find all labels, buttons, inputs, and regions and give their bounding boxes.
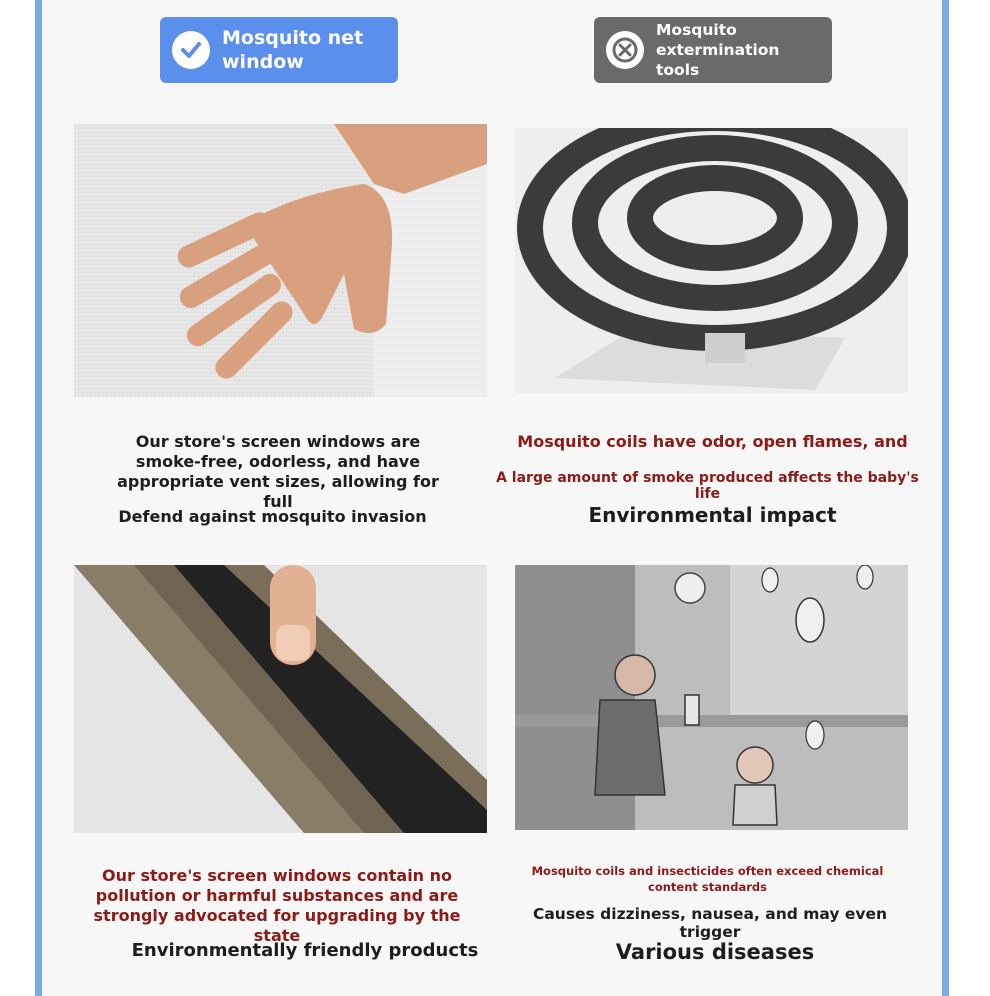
top-right-tagline: Environmental impact bbox=[588, 503, 837, 527]
mosquito-tools-badge bbox=[594, 17, 832, 83]
top-left-tagline: Defend against mosquito invasion bbox=[118, 507, 427, 526]
mosquito-net-badge bbox=[160, 17, 398, 83]
top-right-line2: A large amount of smoke produced affects the baby's life bbox=[496, 470, 919, 502]
insecticide-cartoon-illustration bbox=[515, 565, 908, 830]
badge-label: Mosquito net window bbox=[222, 27, 364, 73]
hand-on-mesh-photo bbox=[74, 124, 487, 397]
screen-frame-photo bbox=[74, 565, 487, 833]
badge-label: Mosquito extermination tools bbox=[656, 21, 780, 79]
x-icon bbox=[606, 31, 644, 69]
top-right-line1: Mosquito coils have odor, open flames, and bbox=[517, 432, 908, 451]
bottom-right-line2: Causes dizziness, nausea, and may even trigger bbox=[532, 905, 888, 941]
bottom-right-line1: Mosquito coils and insecticides often exceed chemical content standards bbox=[531, 864, 884, 894]
top-left-description: Our store's screen windows are smoke-free, odorless, and have appropriate vent sizes, allowing for full bbox=[117, 432, 439, 511]
check-icon bbox=[172, 31, 210, 69]
bottom-left-description: Our store's screen windows contain no pollution or harmful substances and are strongly advocated for upgrading by the state bbox=[93, 866, 461, 945]
bottom-left-tagline: Environmentally friendly products bbox=[131, 940, 479, 961]
mosquito-coil-photo bbox=[515, 128, 908, 393]
bottom-right-tagline: Various diseases bbox=[615, 940, 815, 964]
